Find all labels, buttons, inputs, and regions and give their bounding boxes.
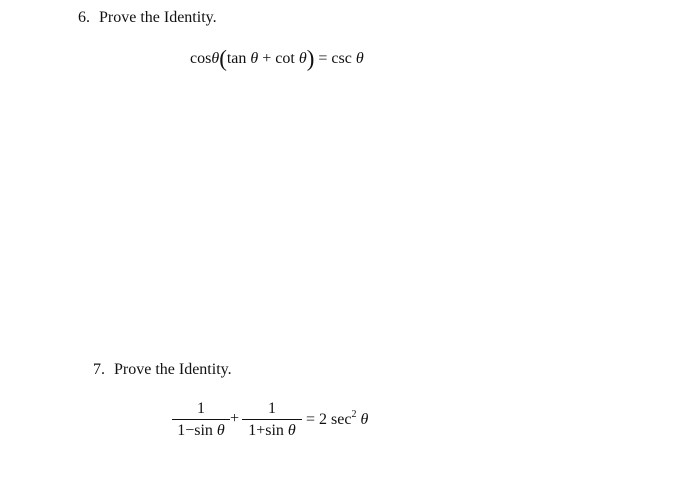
- theta-symbol: θ: [287, 422, 296, 439]
- coefficient: 2: [319, 411, 328, 428]
- fraction-numerator: 1: [268, 400, 276, 417]
- plus-operator: +: [230, 410, 240, 427]
- equals-sign: =: [318, 50, 328, 67]
- problem-7-equation: [172, 399, 432, 451]
- problem-7-number: 7.: [93, 361, 105, 378]
- denominator-text: 1−sin: [177, 422, 213, 439]
- fraction-numerator: 1: [197, 400, 205, 417]
- fraction-one-over-one-minus-sin: [172, 399, 230, 442]
- theta-symbol: θ: [216, 422, 225, 439]
- theta-symbol: θ: [355, 50, 364, 67]
- problem-6-heading: [78, 9, 217, 27]
- cot-function: cot: [275, 50, 295, 67]
- csc-function: csc: [331, 50, 352, 67]
- problem-6-number: 6.: [78, 9, 90, 26]
- right-hand-side: [306, 411, 368, 429]
- equals-sign: =: [306, 411, 316, 428]
- open-paren: (: [219, 46, 227, 71]
- theta-symbol: θ: [360, 411, 369, 428]
- problem-6-equation: [190, 47, 364, 70]
- cos-function: cos: [190, 50, 212, 67]
- theta-symbol: θ: [298, 50, 307, 67]
- plus-operator: +: [262, 50, 272, 67]
- sec-function: sec: [331, 411, 352, 428]
- fraction-denominator: [242, 420, 302, 442]
- close-paren: ): [306, 46, 315, 71]
- theta-symbol: θ: [211, 50, 220, 67]
- denominator-text: 1+sin: [248, 422, 284, 439]
- theta-symbol: θ: [250, 50, 259, 67]
- fraction-one-over-one-plus-sin: [242, 399, 302, 442]
- problem-7-heading: [93, 361, 232, 379]
- fraction-denominator: [172, 420, 230, 442]
- problem-6-title: Prove the Identity.: [99, 9, 217, 26]
- tan-function: tan: [226, 50, 247, 67]
- problem-7-title: Prove the Identity.: [114, 361, 232, 378]
- exponent: 2: [351, 409, 357, 420]
